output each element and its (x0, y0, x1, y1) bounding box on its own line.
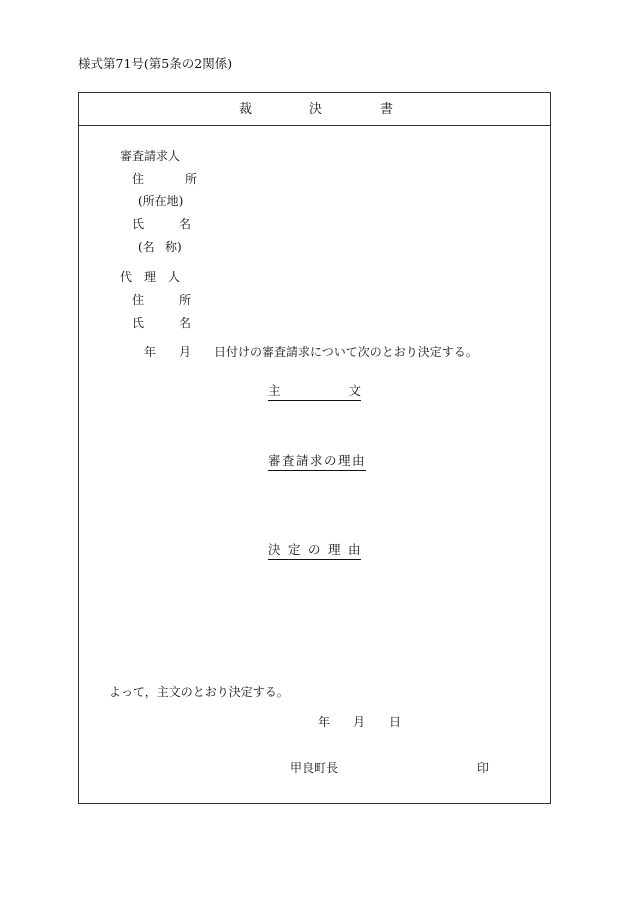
applicant-location-note: (所在地) (138, 194, 184, 208)
reason-of-decision-char-5: 由 (348, 542, 361, 557)
main-text-heading (268, 385, 361, 401)
agent-heading-2: 理 (144, 270, 157, 284)
agent-heading-1: 代 (120, 270, 133, 284)
reason-of-decision-char-2: 定 (288, 542, 301, 557)
form-number: 様式第71号(第5条の2関係) (78, 56, 233, 71)
agent-address-label-2: 所 (179, 293, 192, 307)
title-char-2: 決 (309, 102, 323, 117)
reason-of-decision-heading (268, 544, 361, 560)
title-char-3: 書 (380, 102, 394, 117)
applicant-name-label-2: 名 (179, 217, 192, 231)
closing-statement: よって，主文のとおり決定する。 (109, 685, 289, 699)
request-month: 月 (179, 345, 192, 359)
applicant-address-label-1: 住 (132, 172, 145, 186)
decision-date-day: 日 (389, 715, 402, 729)
authority-name: 甲良町長 (290, 761, 339, 775)
main-text-heading-char-1: 主 (268, 383, 281, 398)
reason-of-request-heading: 審査請求の理由 (268, 455, 366, 471)
request-year: 年 (144, 345, 157, 359)
agent-heading-3: 人 (168, 270, 181, 284)
reason-of-decision-char-3: の (308, 542, 321, 557)
reason-of-decision-char-4: 理 (328, 542, 341, 557)
applicant-title-note-2: 称) (165, 240, 182, 254)
agent-address-label-1: 住 (132, 293, 145, 307)
applicant-title-note-1: (名 (138, 240, 155, 254)
request-text: 日付けの審査請求について次のとおり決定する。 (214, 345, 478, 359)
title-char-1: 裁 (239, 102, 253, 117)
agent-name-label-1: 氏 (132, 316, 145, 330)
applicant-heading: 審査請求人 (120, 149, 181, 163)
decision-date-year: 年 (318, 715, 331, 729)
decision-date-month: 月 (353, 715, 366, 729)
applicant-name-label-1: 氏 (132, 217, 145, 231)
applicant-address-label-2: 所 (185, 172, 198, 186)
main-text-heading-char-2: 文 (348, 383, 361, 398)
agent-name-label-2: 名 (179, 316, 192, 330)
title-row (79, 93, 550, 126)
reason-of-decision-char-1: 決 (268, 542, 281, 557)
decision-form-frame (78, 92, 551, 804)
seal-mark: 印 (477, 761, 490, 775)
